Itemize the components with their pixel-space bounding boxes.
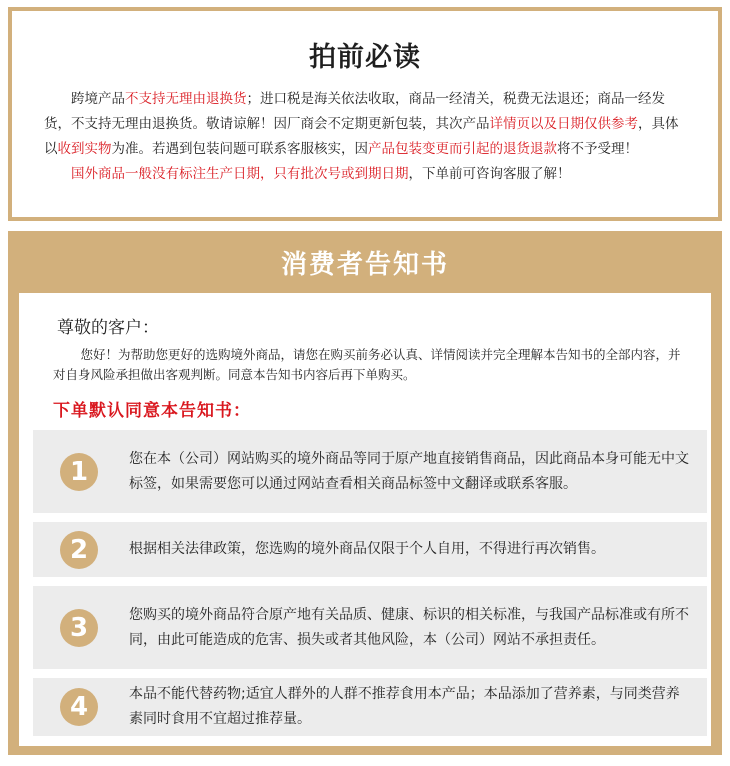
notice-text: ，具体以: [44, 116, 679, 157]
notice-title: 拍前必读: [309, 42, 421, 73]
highlight-text: 收到实物: [57, 141, 112, 157]
number-badge: 3: [60, 609, 98, 647]
notice-text: ；进口税是海关依法收取，商品一经清关，税费无法退还；商品一经发货，不支持无理由退换货。敬请谅解！因厂商会不定期更新包装，其次产品: [44, 91, 665, 132]
intro-text: [53, 345, 681, 385]
notice-text: 将不予受理！: [557, 141, 638, 157]
highlight-text: 产品包装变更而引起的退货退款: [368, 141, 557, 157]
notice-text: 跨境产品: [71, 91, 125, 107]
consumer-notice-title: 消费者告知书: [280, 249, 449, 280]
highlight-text: 国外商品一般没有标注生产日期，只有批次号或到期日期: [71, 166, 409, 182]
notice-body: [44, 87, 688, 187]
notice-item-1: [33, 430, 707, 513]
notice-item-text: 您在本（公司）网站购买的境外商品等同于原产地直接销售商品，因此商品本身可能无中文标签，如果需要您可以通过网站查看相关商品标签中文翻译或联系客服。: [129, 450, 689, 492]
notice-item-text: 本品不能代替药物;适宜人群外的人群不推荐食用本产品；本品添加了营养素，与同类营养素同时食用不宜超过推荐量。: [129, 686, 680, 727]
notice-item-4: [33, 678, 707, 736]
highlight-text: 详情页以及日期仅供参考: [489, 116, 638, 132]
number-badge: 2: [60, 531, 98, 569]
purchase-notice-panel: [8, 7, 722, 221]
consumer-notice-panel: [8, 231, 722, 755]
agree-heading: 下单默认同意本告知书：: [53, 401, 251, 421]
notice-item-2: [33, 522, 707, 577]
notice-paragraph-2: [44, 162, 688, 187]
notice-item-text: 您购买的境外商品符合原产地有关品质、健康、标识的相关标准，与我国产品标准或有所不同，由此可能造成的危害、损失或者其他风险，本（公司）网站不承担责任。: [129, 606, 689, 648]
notice-text: ，下单前可咨询客服了解！: [408, 166, 571, 182]
highlight-text: 不支持无理由退换货: [125, 91, 247, 107]
notice-item-text: 根据相关法律政策，您选购的境外商品仅限于个人自用，不得进行再次销售。: [129, 541, 605, 557]
notice-item-3: [33, 586, 707, 669]
number-badge: 4: [60, 688, 98, 726]
consumer-notice-body: [19, 293, 711, 746]
greeting: 尊敬的客户：: [57, 318, 159, 338]
intro-paragraph: 您好！为帮助您更好的选购境外商品，请您在购买前务必认真、详情阅读并完全理解本告知书的全部内容，并对自身风险承担做出客观判断。同意本告知书内容后再下单购买。: [53, 347, 681, 382]
notice-text: 为准。若遇到包装问题可联系客服核实，因: [111, 141, 368, 157]
notice-paragraph-1: [44, 87, 688, 162]
number-badge: 1: [60, 453, 98, 491]
